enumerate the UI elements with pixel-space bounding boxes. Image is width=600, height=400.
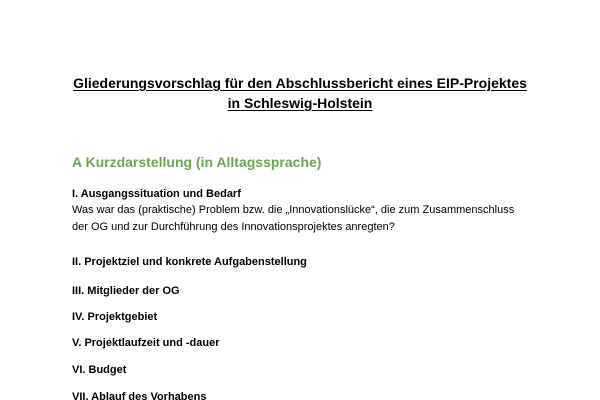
section-a-heading: A Kurzdarstellung (in Alltagssprache) (72, 154, 322, 170)
document-title-line-1: Gliederungsvorschlag für den Abschlussbericht eines EIP-Projektes (73, 75, 527, 91)
item-heading-3: III. Mitglieder der OG (72, 285, 180, 297)
item-heading-7: VII. Ablauf des Vorhabens (72, 391, 207, 400)
item-heading-5: V. Projektlaufzeit und -dauer (72, 337, 220, 349)
item-heading-2: II. Projektziel und konkrete Aufgabenstellung (72, 256, 307, 268)
item-body-line-1: Was war das (praktische) Problem bzw. die „Innovationslücke“, die zum Zusammenschluss (72, 204, 515, 216)
item-heading-6: VI. Budget (72, 364, 127, 376)
item-body-line-2: der OG und zur Durchführung des Innovationsprojektes anregten? (72, 221, 395, 233)
item-heading-1: I. Ausgangssituation und Bedarf (72, 188, 241, 200)
document-title-line-2: in Schleswig-Holstein (227, 95, 373, 111)
item-heading-4: IV. Projektgebiet (72, 311, 158, 323)
